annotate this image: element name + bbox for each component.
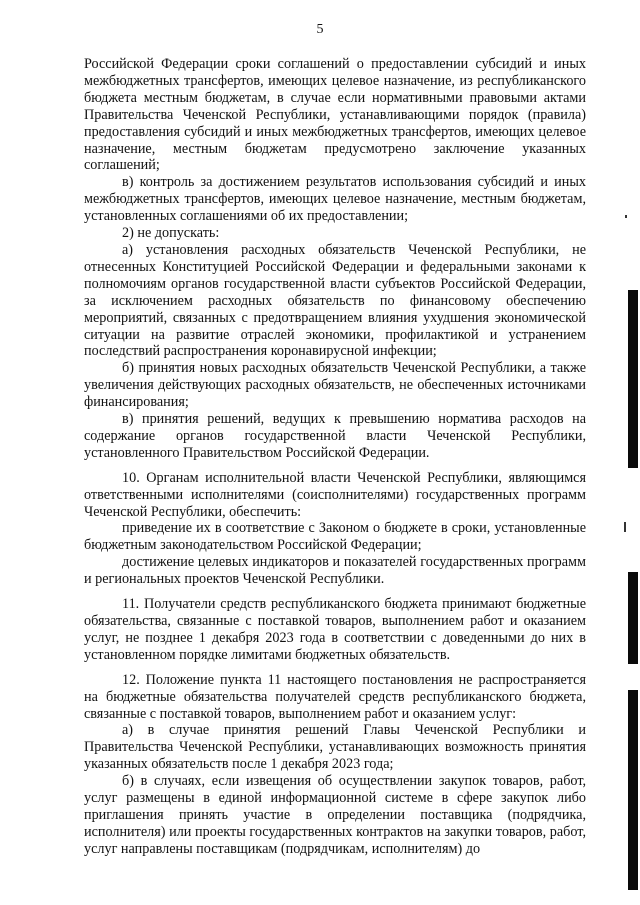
paragraph-9-2-a: а) установления расходных обязательств Чеченской Республики, не отнесенных Конституцией Российской Федерации и федеральными законами к полномочиям органов государственной власти субъектов Российской Федерации, за исключением расходных обязательств по финансовому обеспечению мероприятий, связанных с предотвращением влияния ухудшения экономической ситуации на развитие отраслей экономики, профилактикой и устранением последствий распространения коронавирусной инфекции; (84, 241, 586, 360)
paragraph-12-a: а) в случае принятия решений Главы Чеченской Республики и Правительства Чеченской Республики, устанавливающих возможность принятия указанных обязательств после 1 декабря 2023 года; (84, 722, 586, 773)
paragraph-12: 12. Положение пункта 11 настоящего постановления не распространяется на бюджетные обязательства получателей средств республиканского бюджета, связанные с поставкой товаров, выполнением работ и оказанием услуг: (84, 671, 586, 722)
paragraph-9-2-b: б) принятия новых расходных обязательств Чеченской Республики, а также увеличения действующих расходных обязательств, не обеспеченных источниками финансирования; (84, 360, 586, 411)
paragraph-9-2: 2) не допускать: (122, 225, 220, 242)
scan-edge-bar-1 (628, 290, 638, 468)
paragraph-continuation: Российской Федерации сроки соглашений о предоставлении субсидий и иных межбюджетных трансфертов, имеющих целевое назначение, из республиканского бюджета местным бюджетам, в случае если нормативными правовыми актами Правительства Чеченской Республики, устанавливающими порядок (правила) предоставления субсидий и иных межбюджетных трансфертов, имеющих целевое назначение, местным бюджетам предусмотрено заключение указанных соглашений; (84, 56, 586, 174)
paragraph-10: 10. Органам исполнительной власти Чеченской Республики, являющимся ответственными исполнителями (соисполнителями) государственных программ Чеченской Республики, обеспечить: (84, 469, 586, 520)
paragraph-11: 11. Получатели средств республиканского бюджета принимают бюджетные обязательства, связанные с поставкой товаров, выполнением работ и оказанием услуг, не позднее 1 декабря 2023 года в соответствии с доведенными до них в установленном порядке лимитами бюджетных обязательств. (84, 596, 586, 663)
document-body (84, 56, 586, 858)
paragraph-10-item-1: приведение их в соответствие с Законом о бюджете в сроки, установленные бюджетным законодательством Российской Федерации; (84, 520, 586, 554)
scan-edge-bar-3 (628, 690, 638, 890)
page-number: 5 (316, 22, 324, 37)
paragraph-9-1-v: в) контроль за достижением результатов использования субсидий и иных межбюджетных трансфертов, имеющих целевое назначение, местным бюджетам, установленных соглашениями об их предоставлении; (84, 174, 586, 225)
paragraph-12-b: б) в случаях, если извещения об осуществлении закупок товаров, работ, услуг размещены в единой информационной системе в сфере закупок либо приглашения принять участие в определении поставщика (подрядчика, исполнителя) или проекты государственных контрактов на закупки товаров, работ, услуг направлены поставщикам (подрядчикам, исполнителям) до (84, 773, 586, 857)
scan-edge-mark-2 (624, 522, 626, 532)
scan-edge-mark-1 (625, 215, 627, 218)
scan-edge-bar-2 (628, 572, 638, 664)
paragraph-9-2-v: в) принятия решений, ведущих к превышению норматива расходов на содержание органов государственной власти Чеченской Республики, установленного Правительством Российской Федерации. (84, 411, 586, 461)
paragraph-10-item-2: достижение целевых индикаторов и показателей государственных программ и региональных проектов Чеченской Республики. (84, 554, 586, 588)
